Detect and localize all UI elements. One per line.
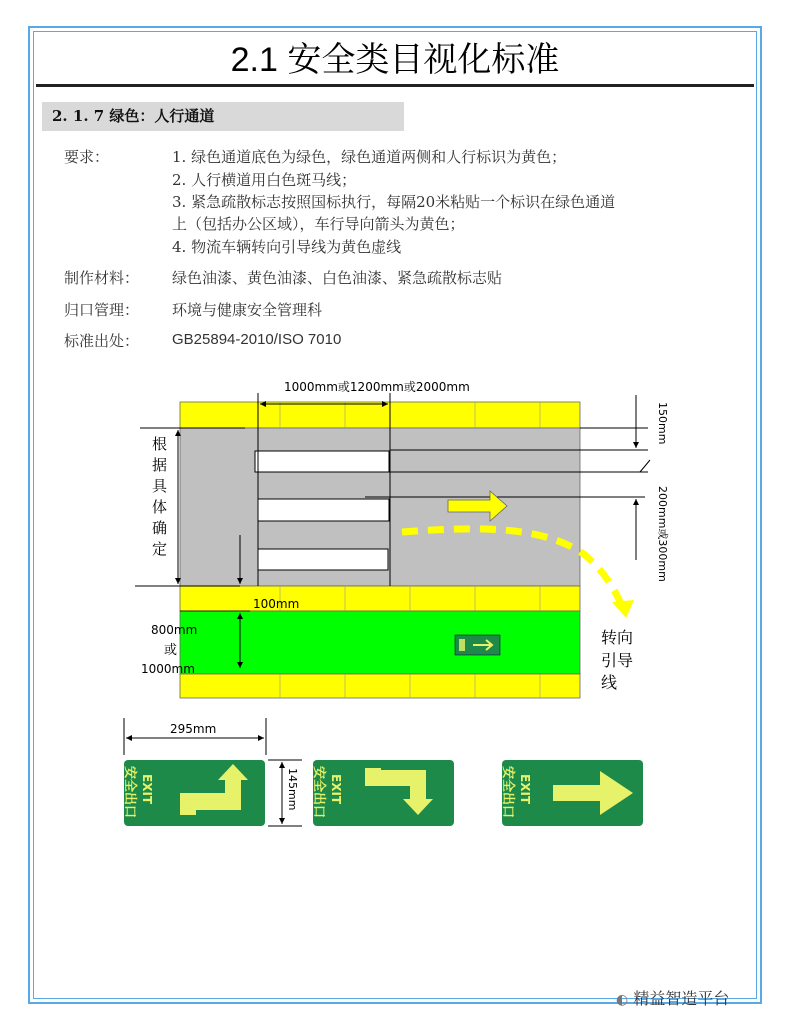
walkway-exit-text-mark — [459, 639, 465, 651]
zebra-stripe-3 — [258, 549, 388, 570]
middle-yellow-band — [180, 586, 580, 611]
left-dim-char-3: 具 — [152, 477, 168, 495]
exit-sign-3-cn: 安全出口 — [500, 766, 515, 819]
turn-label-2: 引导 — [601, 651, 634, 670]
dim-800-label: 800mm — [151, 623, 198, 637]
page-title: 2.1 安全类目视化标准 — [230, 41, 560, 79]
requirement-line-2: 2. 人行横道用白色斑马线； — [172, 171, 357, 189]
dim-200-300-label: 200mm或300mm — [656, 486, 669, 582]
wechat-icon: ◐ — [616, 992, 629, 1008]
exit-sign-2-en: EXIT — [329, 774, 343, 805]
management-label: 归口管理： — [64, 301, 140, 319]
materials-label: 制作材料： — [64, 269, 140, 287]
requirements-label: 要求： — [64, 148, 110, 166]
left-dim-char-6: 定 — [152, 540, 168, 558]
turn-guide-arrowhead — [612, 600, 634, 618]
turn-label-1: 转向 — [601, 628, 634, 647]
requirement-line-1: 1. 绿色通道底色为绿色，绿色通道两侧和人行标识为黄色； — [172, 148, 567, 166]
requirement-line-5: 4. 物流车辆转向引导线为黄色虚线 — [172, 238, 402, 256]
management-value: 环境与健康安全管理科 — [172, 301, 323, 319]
left-dim-char-1: 根 — [152, 435, 168, 453]
requirement-line-3: 3. 紧急疏散标志按照国标执行，每隔20米粘贴一个标识在绿色通道 — [172, 193, 616, 211]
left-dim-char-2: 据 — [152, 456, 168, 474]
watermark-text: 精益智造平台 — [633, 989, 730, 1008]
sign-width-label: 295mm — [170, 722, 217, 736]
top-width-label: 1000mm或1200mm或2000mm — [284, 380, 470, 394]
watermark — [616, 986, 729, 1009]
zebra-stripe-1 — [255, 451, 389, 472]
turn-label-3: 线 — [601, 673, 618, 692]
source-label: 标准出处： — [64, 332, 140, 350]
bottom-yellow-band — [180, 674, 580, 698]
materials-value: 绿色油漆、黄色油漆、白色油漆、紧急疏散标志贴 — [172, 269, 503, 287]
source-value: GB25894-2010/ISO 7010 — [172, 331, 342, 348]
dim-150-tick — [640, 460, 650, 472]
dim-or-label: 或 — [164, 643, 178, 658]
zebra-stripe-2 — [258, 499, 389, 521]
exit-sign-2-cn: 安全出口 — [311, 766, 326, 819]
top-yellow-band — [180, 402, 580, 428]
left-dim-char-4: 体 — [152, 498, 168, 516]
section-heading: 2. 1. 7 绿色：人行通道 — [42, 102, 404, 131]
dim-100-label: 100mm — [253, 597, 300, 611]
dim-1000-label: 1000mm — [141, 662, 195, 676]
exit-sign-1-en: EXIT — [140, 774, 154, 805]
requirement-line-4: 上（包括办公区域），车行导向箭头为黄色； — [172, 215, 465, 233]
left-dim-char-5: 确 — [152, 519, 168, 537]
sign-height-label: 145mm — [286, 768, 299, 811]
exit-sign-1-cn: 安全出口 — [122, 766, 137, 819]
dim-150-label: 150mm — [656, 402, 669, 445]
exit-sign-3-en: EXIT — [518, 774, 532, 805]
